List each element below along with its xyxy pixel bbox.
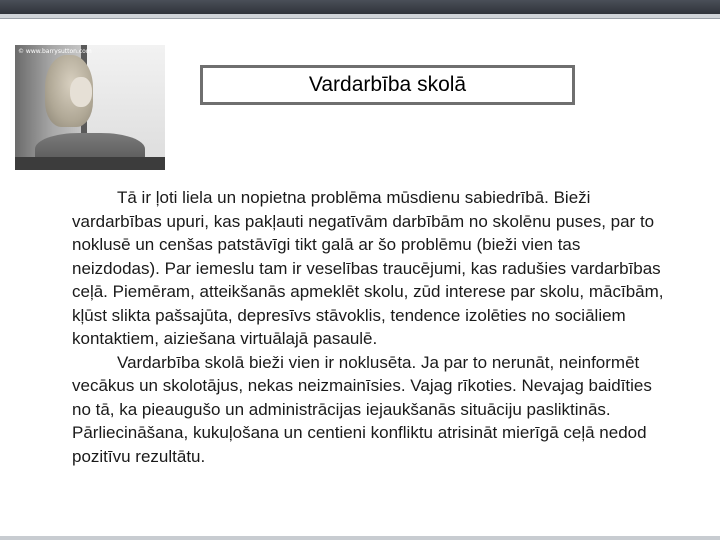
top-decor-bar <box>0 0 720 14</box>
photo-window-sill <box>15 157 165 170</box>
slide-title-box <box>200 65 575 105</box>
girl-at-window-photo <box>15 45 165 170</box>
photo-girl-face <box>70 77 92 107</box>
slide-body <box>72 186 672 468</box>
top-accent-line <box>0 18 720 19</box>
paragraph-1: Tā ir ļoti liela un nopietna problēma mūsdienu sabiedrībā. Bieži vardarbības upuri, kas pakļauti negatīvām darbībām no skolēnu puses, par to noklusē un cenšas patstāvīgi tikt galā ar šo problēmu (bieži vien tas neizdodas). Par iemeslu tam ir veselības traucējumi, kas radušies vardarbības ceļā. Piemēram, atteikšanās apmeklēt skolu, zūd interese par skolu, mācībām, kļūst slikta pašsajūta, depresīvs stāvoklis, tendence izolēties no sociāliem kontaktiem, aiziešana virtuālajā pasaulē. <box>72 188 664 348</box>
paragraph-2: Vardarbība skolā bieži vien ir noklusēta. Ja par to nerunāt, neinformēt vecākus un skolotājus, nekas neizmainīsies. Vajag rīkoties. Nevajag baidīties no tā, ka pieaugušo un administrācijas iejaukšanās situāciju pasliktinās. Pārliecināšana, kukuļošana un centieni konfliktu atrisināt mierīgā ceļā nedod pozitīvu rezultātu. <box>72 352 652 466</box>
bottom-decor-line <box>0 536 720 540</box>
photo-watermark: © www.barrysutton.com <box>18 48 92 55</box>
slide-title: Vardarbība skolā <box>308 73 467 96</box>
